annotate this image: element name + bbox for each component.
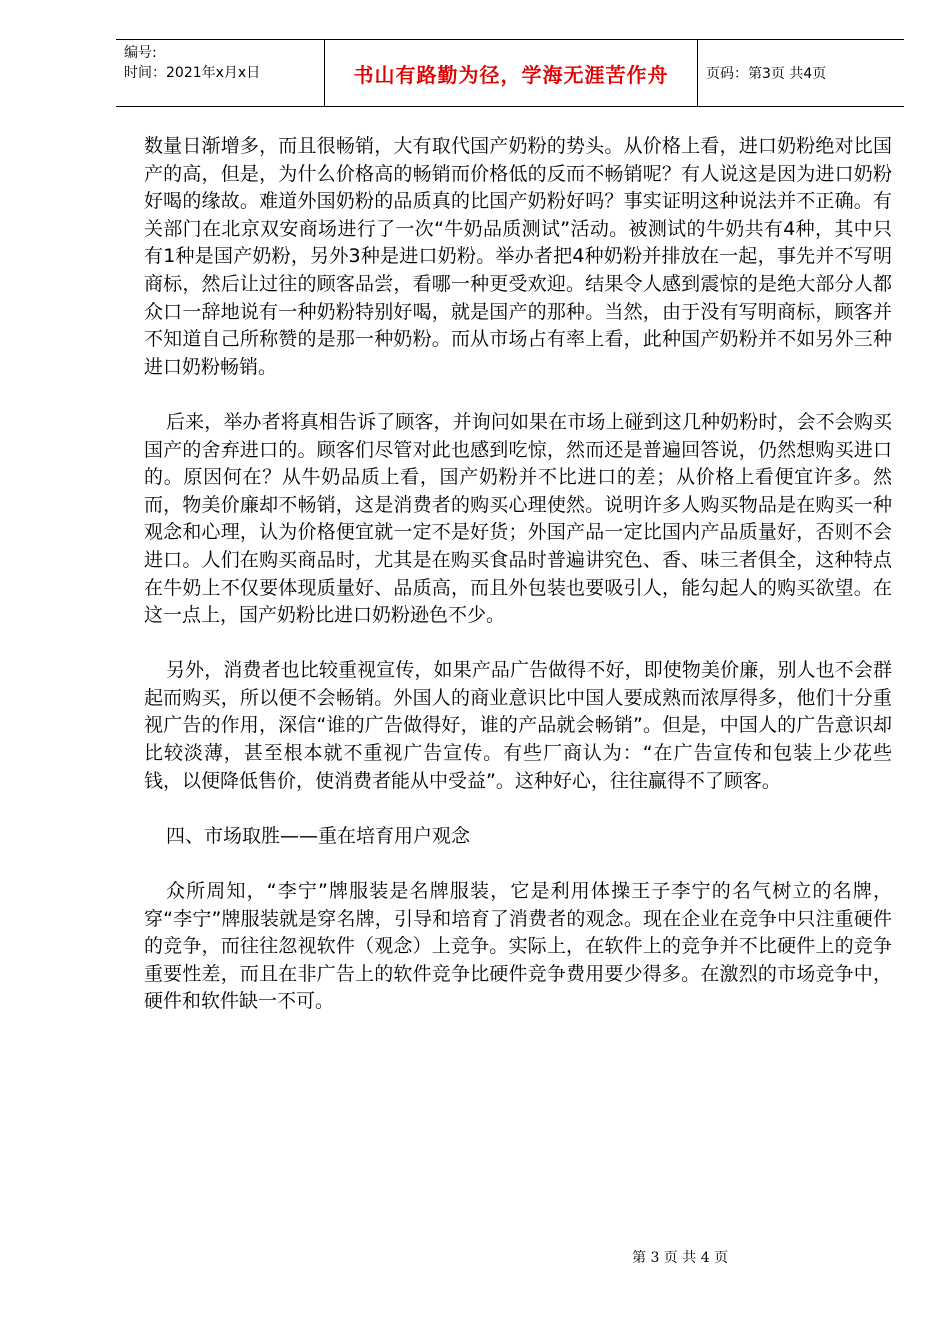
paragraph-1: 数量日渐增多，而且很畅销，大有取代国产奶粉的势头。从价格上看，进口奶粉绝对比国产的高，但是，为什么价格高的畅销而价格低的反而不畅销呢？有人说这是因为进口奶粉好喝的缘故。难道外国奶粉的品质真的比国产奶粉好吗？事实证明这种说法并不正确。有关部门在北京双安商场进行了一次“牛奶品质测试”活动。被测试的牛奶共有4种，其中只有1种是国产奶粉，另外3种是进口奶粉。举办者把4种奶粉并排放在一起，事先并不写明商标，然后让过往的顾客品尝，看哪一种更受欢迎。结果令人感到震惊的是绝大部分人都众口一辞地说有一种奶粉特别好喝，就是国产的那种。当然，由于没有写明商标，顾客并不知道自己所称赞的是那一种奶粉。而从市场占有率上看，此种国产奶粉并不如另外三种进口奶粉畅销。: [144, 135, 892, 378]
paragraph-2: 后来，举办者将真相告诉了顾客，并询问如果在市场上碰到这几种奶粉时，会不会购买国产的舍弃进口的。顾客们尽管对此也感到吃惊，然而还是普遍回答说，仍然想购买进口的。原因何在？从牛奶品质上看，国产奶粉并不比进口的差；从价格上看便宜许多。然而，物美价廉却不畅销，这是消费者的购买心理使然。说明许多人购买物品是在购买一种观念和心理，认为价格便宜就一定不是好货；外国产品一定比国内产品质量好，否则不会进口。人们在购买商品时，尤其是在购买食品时普遍讲究色、香、味三者俱全，这种特点在牛奶上不仅要体现质量好、品质高，而且外包装也要吸引人，能勾起人的购买欲望。在这一点上，国产奶粉比进口奶粉逊色不少。: [144, 410, 892, 627]
paragraph-4: 众所周知，“李宁”牌服装是名牌服装，它是利用体操王子李宁的名气树立的名牌，穿“李宁”牌服装就是穿名牌，引导和培育了消费者的观念。现在企业在竞争中只注重硬件的竞争，而往往忽视软件（观念）上竞争。实际上，在软件上的竞争并不比硬件上的竞争重要性差，而且在非广告上的软件竞争比硬件竞争费用要少得多。在激烈的市场竞争中，硬件和软件缺一不可。: [144, 880, 892, 1013]
header-motto: 书山有路勤为径，学海无涯苦作舟: [325, 40, 698, 107]
paragraph-3: 另外，消费者也比较重视宣传，如果产品广告做得不好，即使物美价廉，别人也不会群起而购买，所以便不会畅销。外国人的商业意识比中国人要成熟而浓厚得多，他们十分重视广告的作用，深信“谁的广告做得好，谁的产品就会畅销”。但是，中国人的广告意识却比较淡薄，甚至根本就不重视广告宣传。有些厂商认为：“在广告宣传和包装上少花些钱，以便降低售价，使消费者能从中受益”。这种好心，往往赢得不了顾客。: [144, 659, 892, 792]
header-page-label: 页码：第3页 共4页: [698, 40, 905, 107]
page-footer: 第 3 页 共 4 页: [632, 1250, 729, 1266]
section-heading: 四、市场取胜——重在培育用户观念: [166, 824, 471, 847]
time-label: 时间：2021年x月x日: [124, 65, 261, 81]
document-body: [144, 133, 892, 1016]
document-header: [116, 39, 904, 107]
serial-label: 编号:: [124, 45, 157, 61]
header-meta-cell: [116, 40, 325, 107]
